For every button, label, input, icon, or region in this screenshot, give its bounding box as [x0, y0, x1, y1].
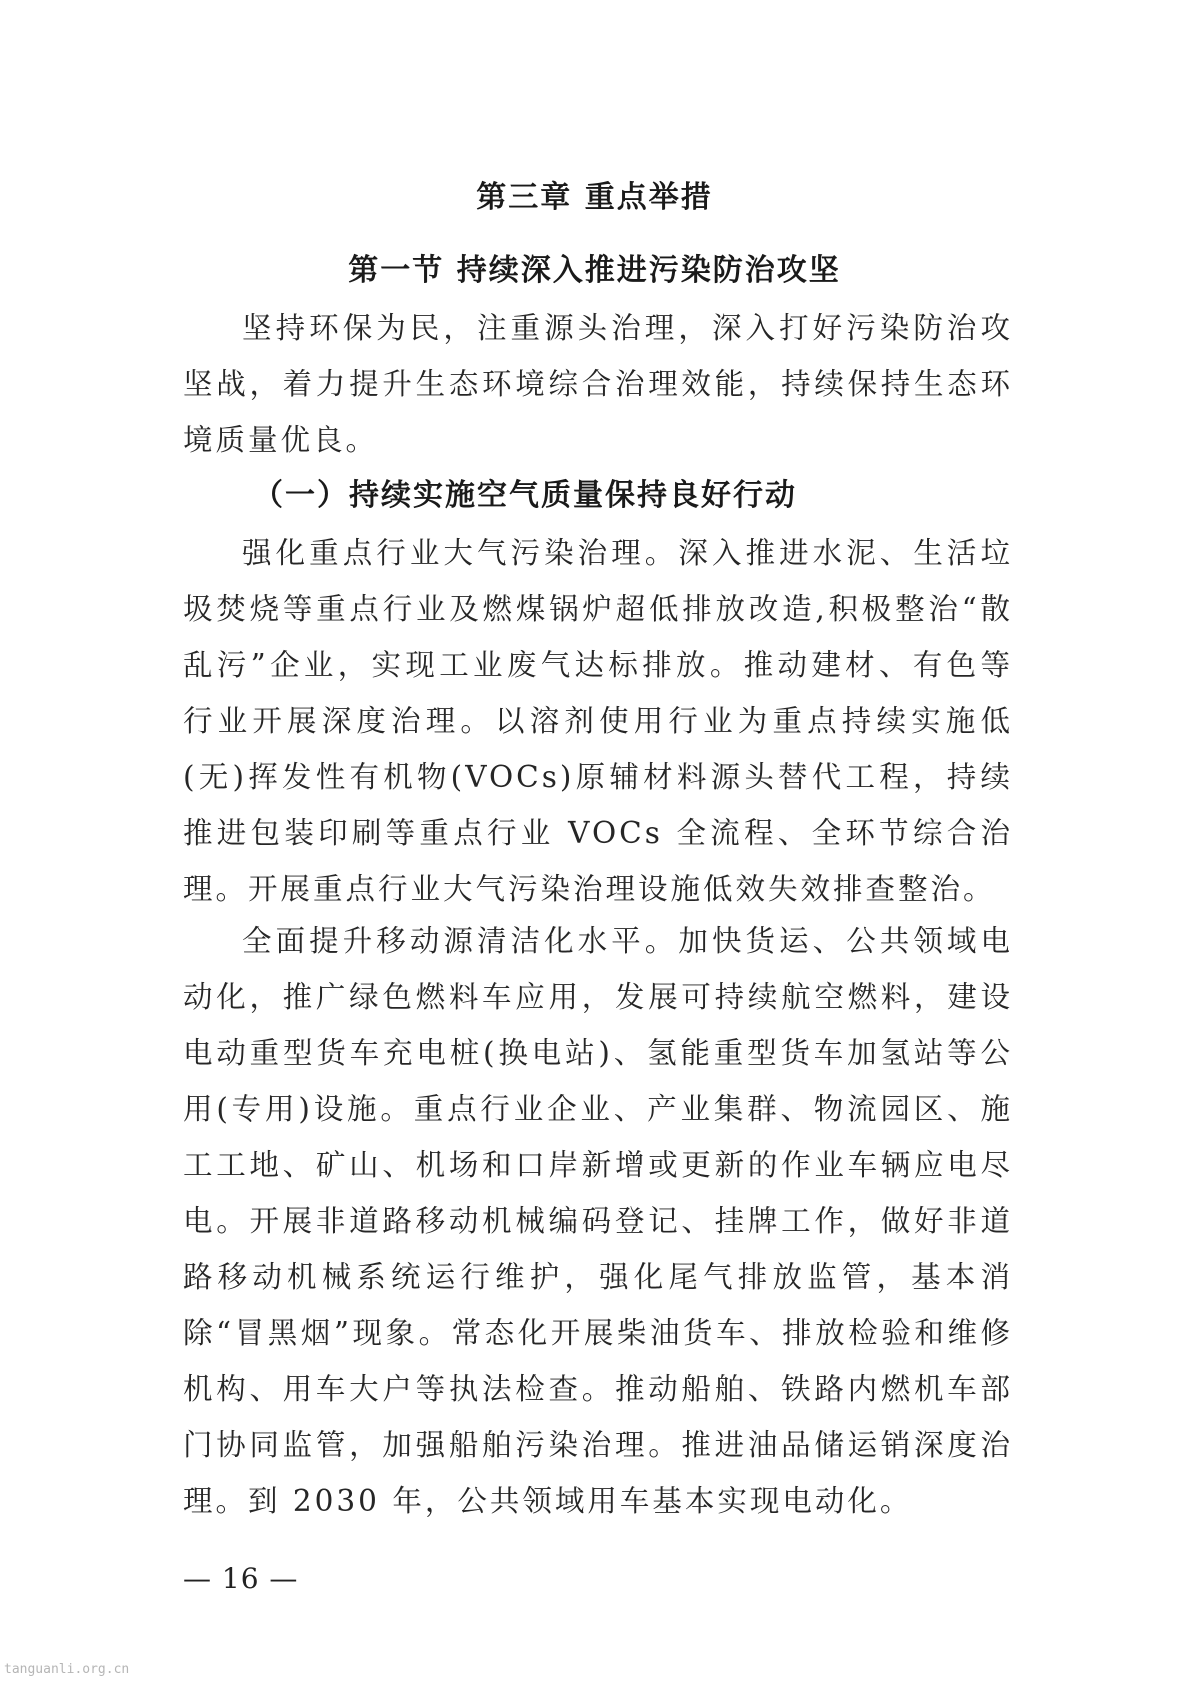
paragraph-air-pollution: 强化重点行业大气污染治理。深入推进水泥、生活垃圾焚烧等重点行业及燃煤锅炉超低排放改造,积极整治“散乱污”企业，实现工业废气达标排放。推动建材、有色等行业开展深度治理。以溶剂使用行业为重点持续实施低(无)挥发性有机物(VOCs)原辅材料源头替代工程，持续推进包装印刷等重点行业 VOCs 全流程、全环节综合治理。开展重点行业大气污染治理设施低效失效排查整治。 [183, 536, 1013, 906]
page-number: — 16 — [183, 1562, 299, 1595]
subsection-heading: （一）持续实施空气质量保持良好行动 [253, 478, 797, 513]
chapter-title: 第三章 重点举措 [476, 180, 713, 215]
paragraph-mobile-sources: 全面提升移动源清洁化水平。加快货运、公共领域电动化，推广绿色燃料车应用，发展可持续航空燃料，建设电动重型货车充电桩(换电站)、氢能重型货车加氢站等公用(专用)设施。重点行业企业、产业集群、物流园区、施工工地、矿山、机场和口岸新增或更新的作业车辆应电尽电。开展非道路移动机械编码登记、挂牌工作，做好非道路移动机械系统运行维护，强化尾气排放监管，基本消除“冒黑烟”现象。常态化开展柴油货车、排放检验和维修机构、用车大户等执法检查。推动船舶、铁路内燃机车部门协同监管，加强船舶污染治理。推进油品储运销深度治理。到 2030 年，公共领域用车基本实现电动化。 [183, 924, 1013, 1518]
watermark-text: tanguanli.org.cn [4, 1662, 130, 1677]
intro-paragraph: 坚持环保为民，注重源头治理，深入打好污染防治攻坚战，着力提升生态环境综合治理效能，持续保持生态环境质量优良。 [183, 311, 1013, 457]
section-title: 第一节 持续深入推进污染防治攻坚 [348, 253, 841, 288]
